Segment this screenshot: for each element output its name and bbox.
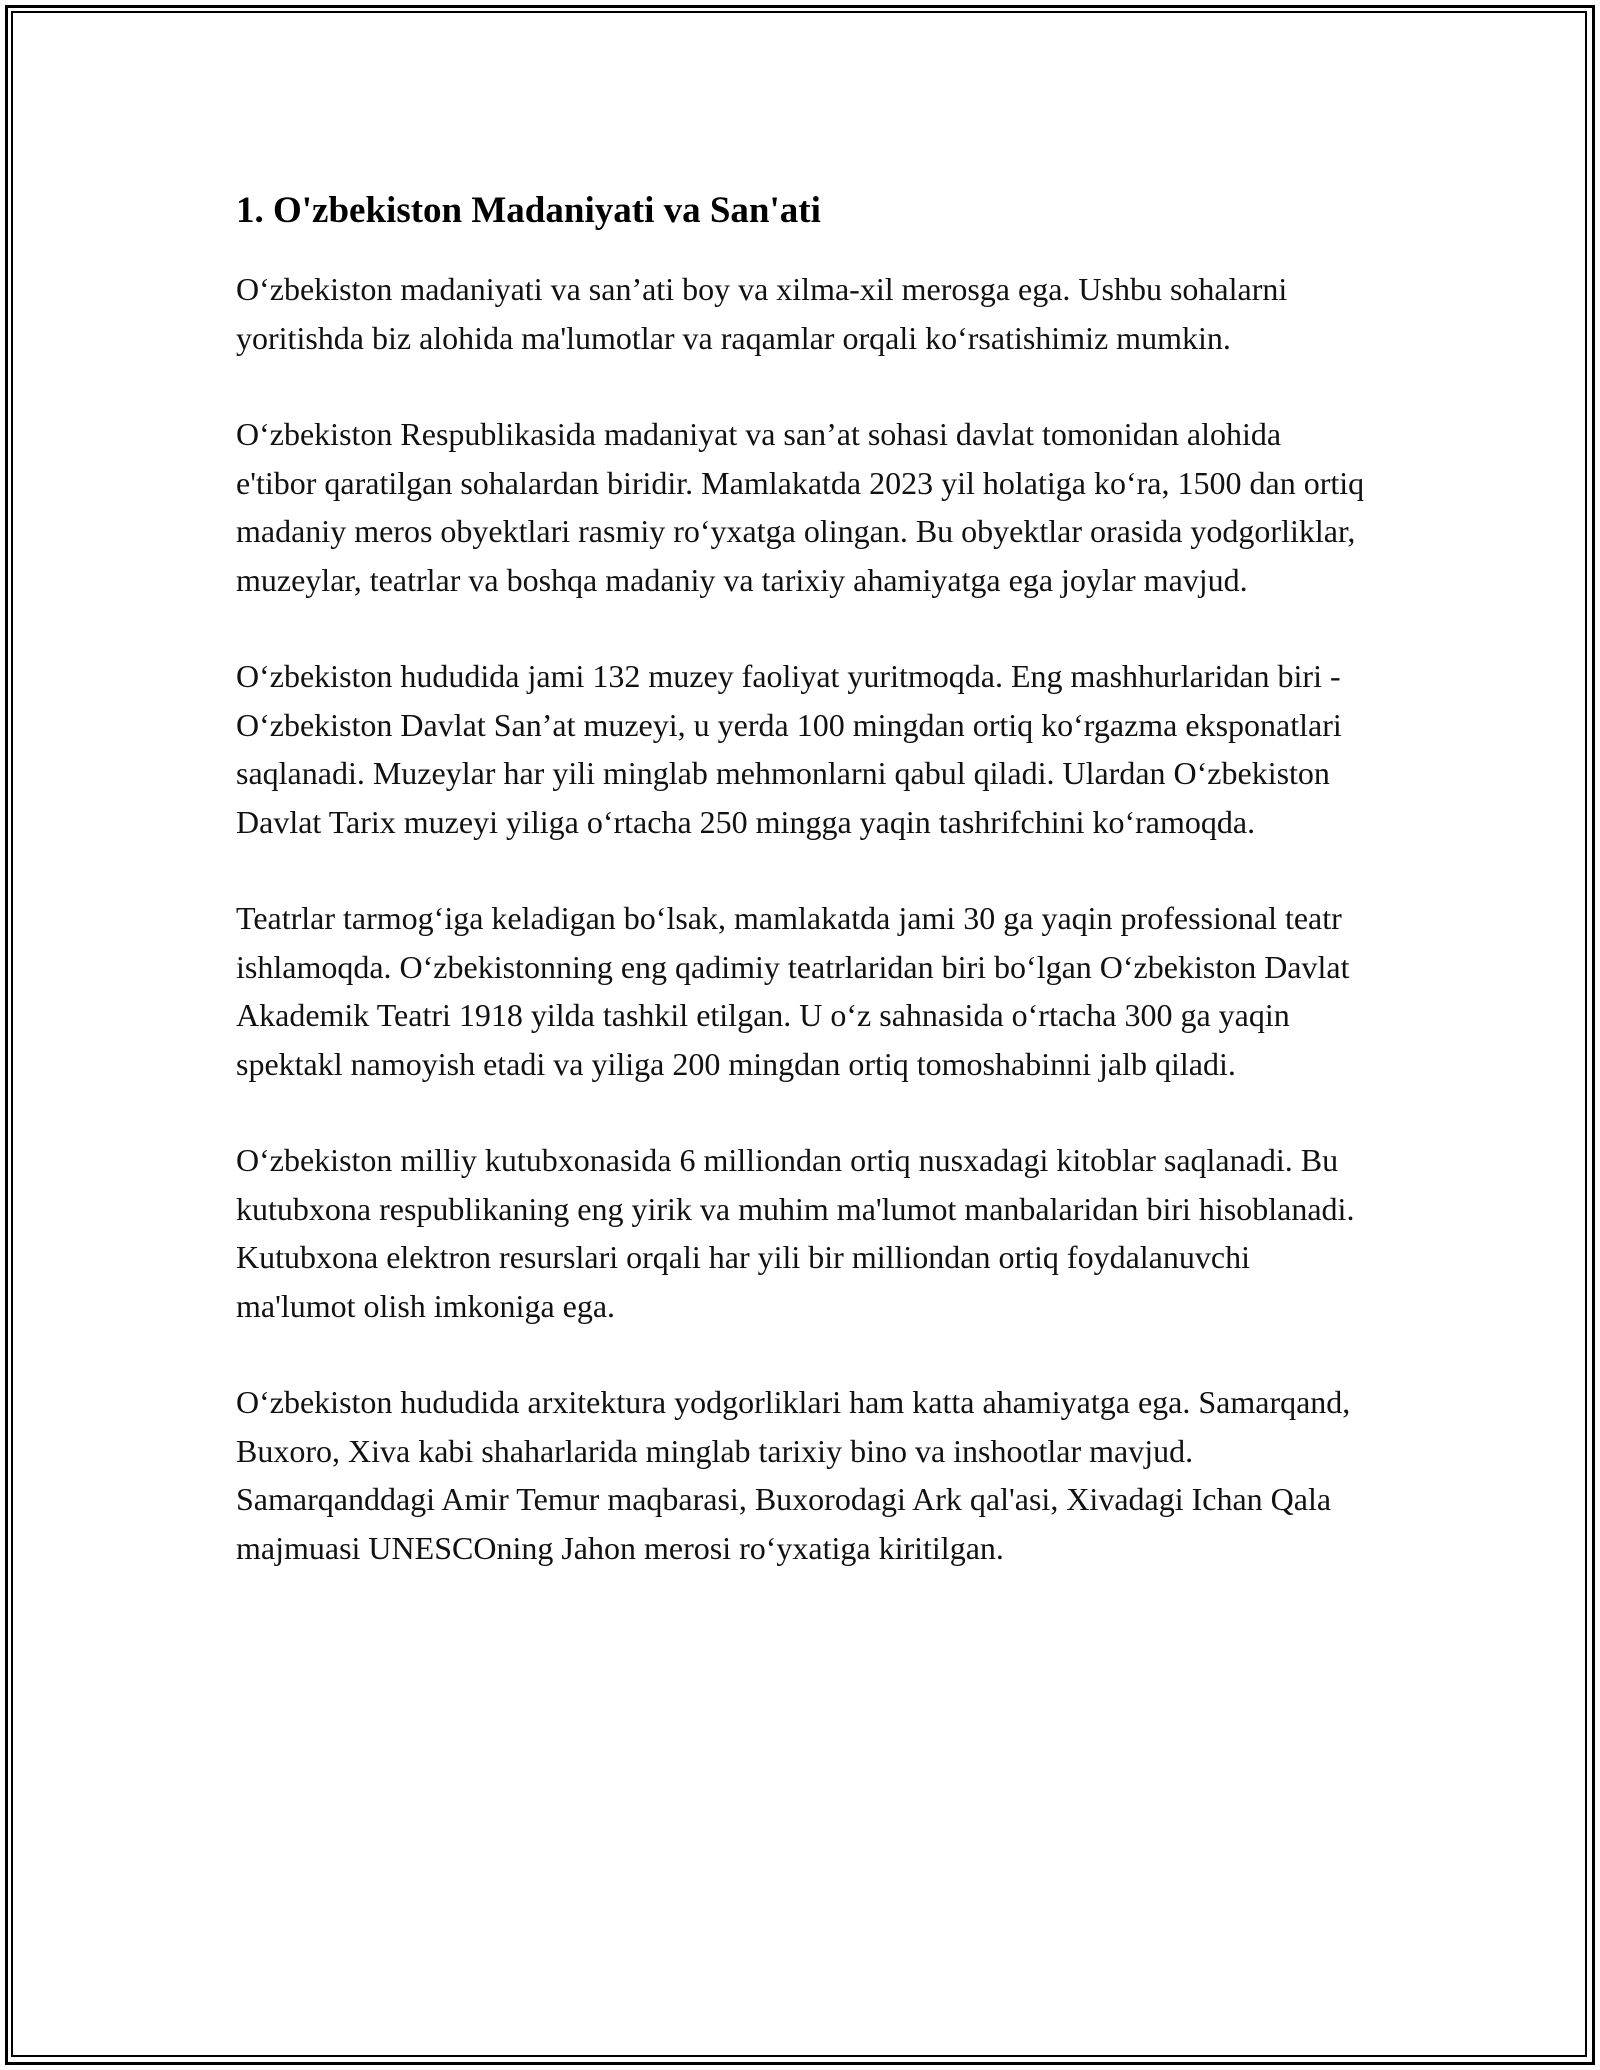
paragraph-library: O‘zbekiston milliy kutubxonasida 6 milliondan ortiq nusxadagi kitoblar saqlanadi. Bu kutubxona respublikaning eng yirik va muhim ma'lumot manbalaridan biri hisoblanadi. Kutubxona elektron resurslari orqali har yili bir milliondan ortiq foydalanuvchi ma'lumot olish imkoniga ega. [236, 1142, 1355, 1324]
paragraph-architecture: O‘zbekiston hududida arxitektura yodgorliklari ham katta ahamiyatga ega. Samarqand, Buxoro, Xiva kabi shaharlarida minglab tarixiy bino va inshootlar mavjud. Samarqanddagi Amir Temur maqbarasi, Buxorodagi Ark qal'asi, Xivadagi Ichan Qala majmuasi UNESCOning Jahon merosi ro‘yxatiga kiritilgan. [236, 1384, 1351, 1566]
paragraph-museums: O‘zbekiston hududida jami 132 muzey faoliyat yuritmoqda. Eng mashhurlaridan biri - O‘zbekiston Davlat San’at muzeyi, u yerda 100 mingdan ortiq ko‘rgazma eksponatlari saqlanadi. Muzeylar har yili minglab mehmonlarni qabul qiladi. Ulardan O‘zbekiston Davlat Tarix muzeyi yiliga o‘rtacha 250 mingga yaqin tashrifchini ko‘ramoqda. [236, 658, 1342, 840]
paragraph-intro: O‘zbekiston madaniyati va san’ati boy va xilma-xil merosga ega. Ushbu sohalarni yoritishda biz alohida ma'lumotlar va raqamlar orqali ko‘rsatishimiz mumkin. [236, 271, 1288, 356]
paragraph-theatres: Teatrlar tarmog‘iga keladigan bo‘lsak, mamlakatda jami 30 ga yaqin professional teatr ishlamoqda. O‘zbekistonning eng qadimiy teatrlaridan biri bo‘lgan O‘zbekiston Davlat Akademik Teatri 1918 yilda tashkil etilgan. U o‘z sahnasida o‘rtacha 300 ga yaqin spektakl namoyish etadi va yiliga 200 mingdan ortiq tomoshabinni jalb qiladi. [236, 900, 1350, 1082]
document-body [236, 187, 1366, 1620]
section-title: 1. O'zbekiston Madaniyati va San'ati [236, 190, 821, 231]
paragraph-heritage: O‘zbekiston Respublikasida madaniyat va san’at sohasi davlat tomonidan alohida e'tibor qaratilgan sohalardan biridir. Mamlakatda 2023 yil holatiga ko‘ra, 1500 dan ortiq madaniy meros obyektlari rasmiy ro‘yxatga olingan. Bu obyektlar orasida yodgorliklar, muzeylar, teatrlar va boshqa madaniy va tarixiy ahamiyatga ega joylar mavjud. [236, 416, 1365, 598]
